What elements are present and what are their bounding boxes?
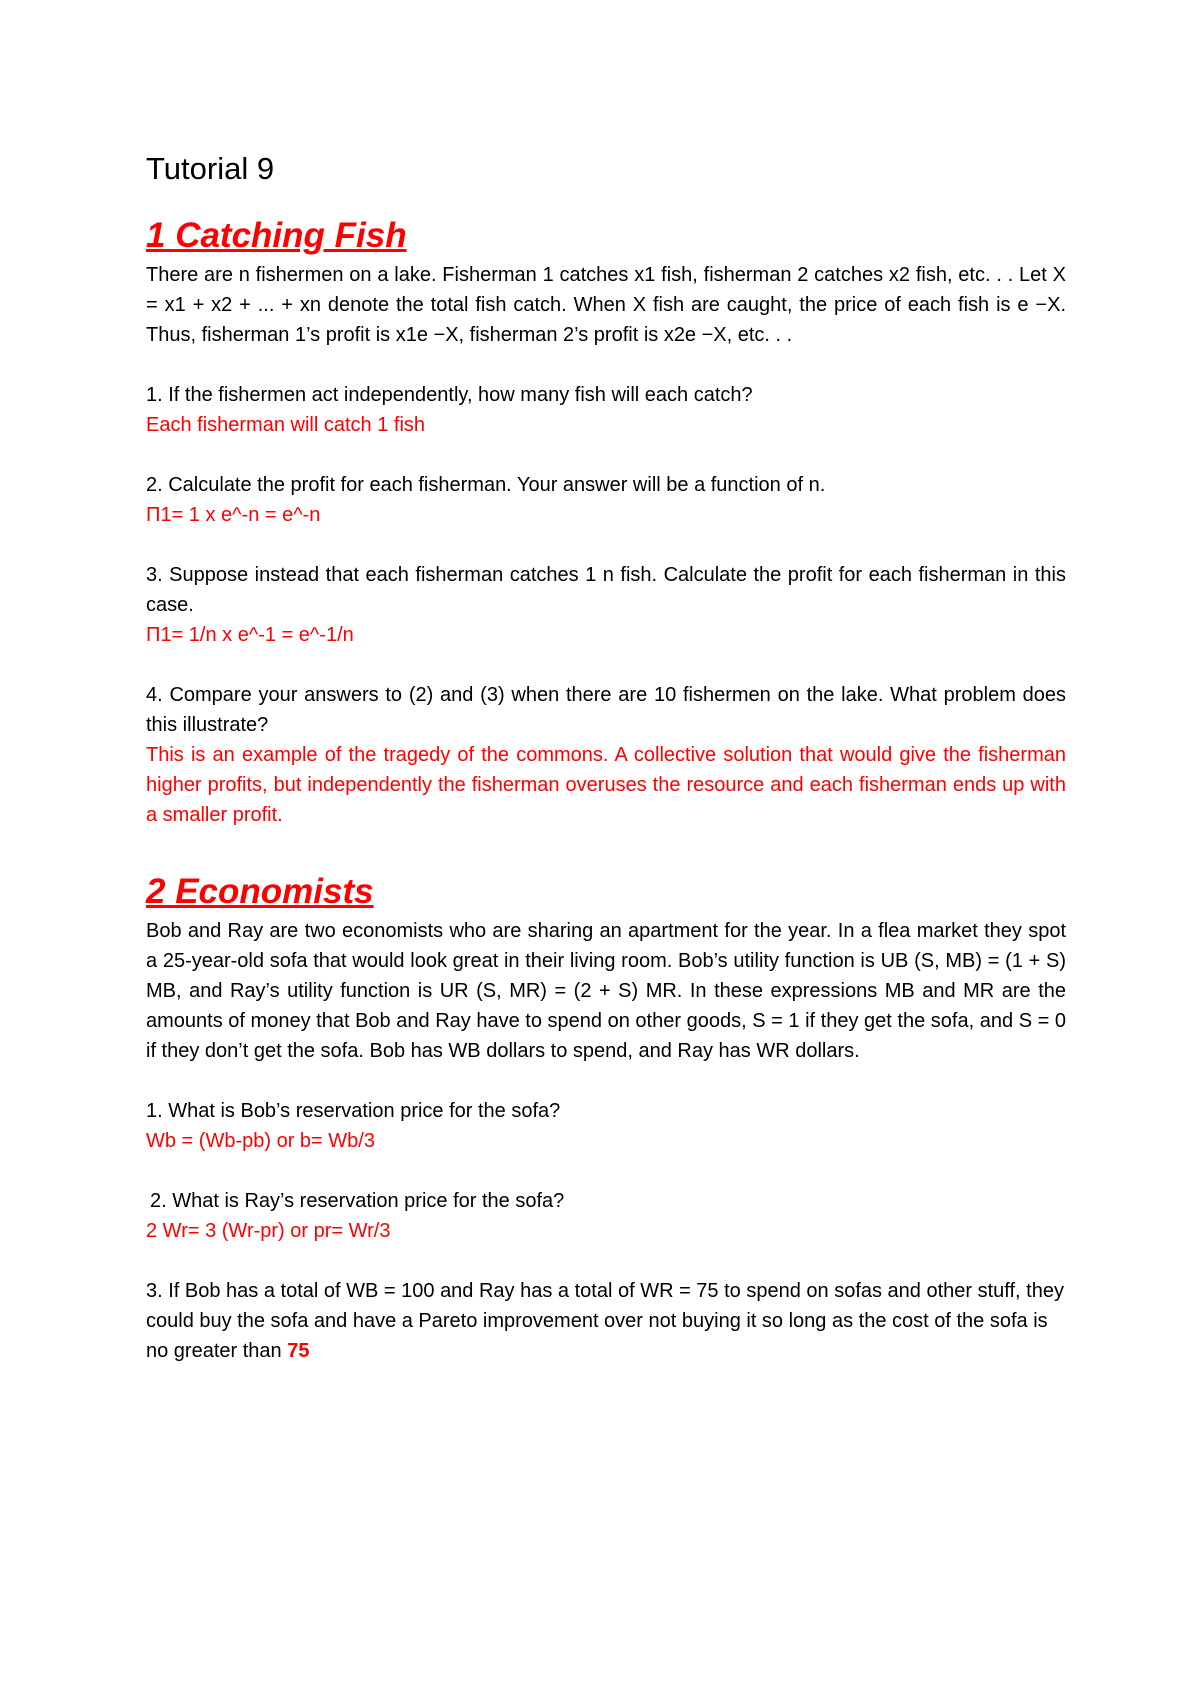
section1-answer-2: Π1= 1 x e^-n = e^-n xyxy=(146,504,321,526)
section1-question-4: 4. Compare your answers to (2) and (3) when there are 10 fishermen on the lake. What problem does this illustrate? xyxy=(146,684,1066,736)
section2-answer-2: 2 Wr= 3 (Wr-pr) or pr= Wr/3 xyxy=(146,1220,391,1242)
section1-answer-1: Each fisherman will catch 1 fish xyxy=(146,414,426,436)
section2-question-3 xyxy=(146,1276,1066,1366)
section1-answer-4: This is an example of the tragedy of the commons. A collective solution that would give the fisherman higher profits, but independently the fisherman overuses the resource and each fisherman ends up with a smaller profit. xyxy=(146,744,1066,826)
section1-question-3: 3. Suppose instead that each fisherman catches 1 n fish. Calculate the profit for each fisherman in this case. xyxy=(146,564,1066,616)
section2-question-3-text: 3. If Bob has a total of WB = 100 and Ray has a total of WR = 75 to spend on sofas and other stuff, they could buy the sofa and have a Pareto improvement over not buying it so long as the cost of the sofa is no greater than xyxy=(146,1280,1064,1362)
section2-answer-3: 75 xyxy=(287,1340,310,1362)
section-heading-catching-fish: 1 Catching Fish xyxy=(146,216,407,255)
section1-question-1: 1. If the fishermen act independently, how many fish will each catch? xyxy=(146,384,753,406)
section1-answer-3: Π1= 1/n x e^-1 = e^-1/n xyxy=(146,624,354,646)
section2-question-2: 2. What is Ray’s reservation price for the sofa? xyxy=(150,1190,565,1212)
section1-question-2: 2. Calculate the profit for each fisherman. Your answer will be a function of n. xyxy=(146,474,826,496)
section2-question-1: 1. What is Bob’s reservation price for the sofa? xyxy=(146,1100,561,1122)
section-heading-economists: 2 Economists xyxy=(146,872,374,911)
section2-answer-1: Wb = (Wb-pb) or b= Wb/3 xyxy=(146,1130,375,1152)
document-title: Tutorial 9 xyxy=(146,151,275,186)
document-page xyxy=(146,150,1066,1366)
section1-intro: There are n fishermen on a lake. Fisherman 1 catches x1 fish, fisherman 2 catches x2 fish, etc. . . Let X = x1 + x2 + ... + xn denote the total fish catch. When X fish are caught, the price of each fish is e −X. Thus, fisherman 1’s profit is x1e −X, fisherman 2’s profit is x2e −X, etc. . . xyxy=(146,264,1066,346)
section2-intro: Bob and Ray are two economists who are sharing an apartment for the year. In a flea market they spot a 25-year-old sofa that would look great in their living room. Bob’s utility function is UB (S, MB) = (1 + S) MB, and Ray’s utility function is UR (S, MR) = (2 + S) MR. In these expressions MB and MR are the amounts of money that Bob and Ray have to spend on other goods, S = 1 if they get the sofa, and S = 0 if they don’t get the sofa. Bob has WB dollars to spend, and Ray has WR dollars. xyxy=(146,920,1066,1062)
